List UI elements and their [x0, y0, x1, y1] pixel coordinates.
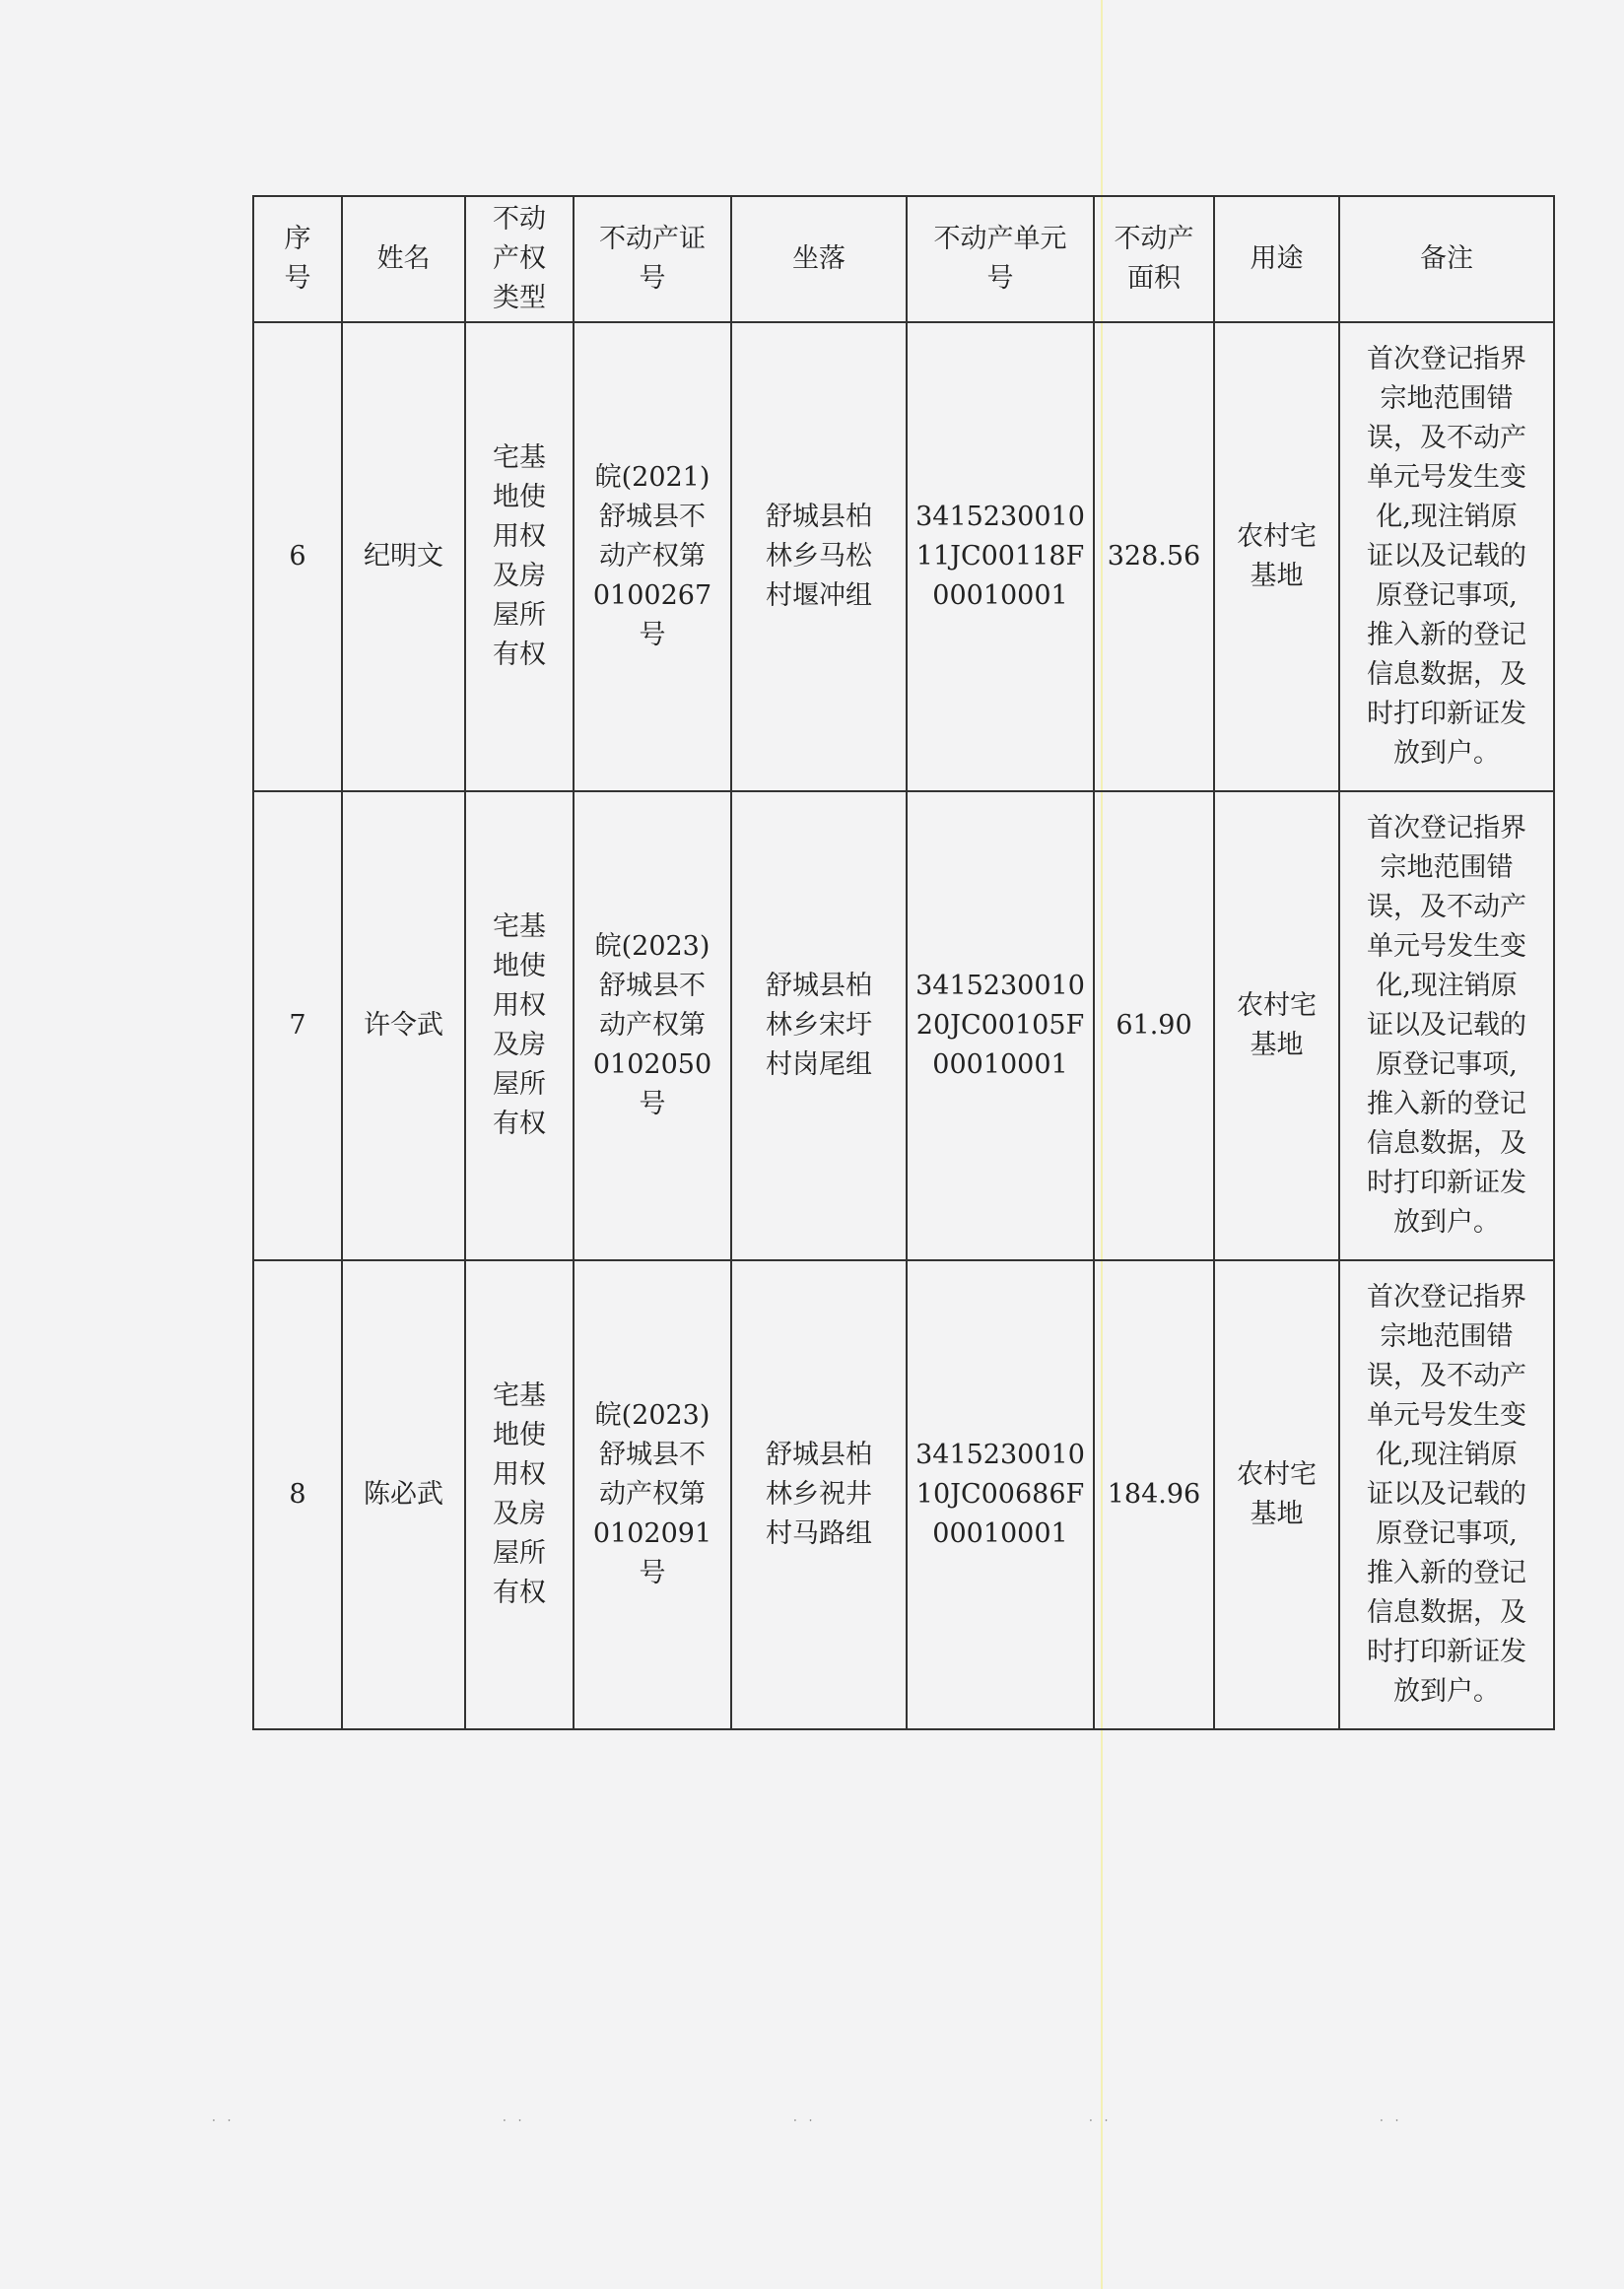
cell-unit-no: 3415230010 11JC00118F 00010001 — [907, 322, 1094, 791]
cell-right-type: 宅基 地使 用权 及房 屋所 有权 — [465, 1260, 574, 1729]
header-use: 用途 — [1214, 196, 1339, 322]
header-remark: 备注 — [1339, 196, 1554, 322]
cell-remark: 首次登记指界 宗地范围错 误，及不动产 单元号发生变 化,现注销原 证以及记载的 原登记事项, 推入新的登记 信息数据，及 时打印新证发 放到户。 — [1339, 791, 1554, 1260]
cell-seq: 7 — [253, 791, 342, 1260]
cell-unit-no: 3415230010 20JC00105F 00010001 — [907, 791, 1094, 1260]
cell-use: 农村宅 基地 — [1214, 322, 1339, 791]
scan-speck: · · — [793, 2114, 817, 2127]
cell-location: 舒城县柏 林乡马松 村堰冲组 — [731, 322, 907, 791]
cell-area: 328.56 — [1094, 322, 1214, 791]
scan-speck: · · — [1380, 2114, 1403, 2127]
table-row — [253, 791, 1554, 1260]
cell-remark: 首次登记指界 宗地范围错 误，及不动产 单元号发生变 化,现注销原 证以及记载的 原登记事项, 推入新的登记 信息数据，及 时打印新证发 放到户。 — [1339, 322, 1554, 791]
cell-remark: 首次登记指界 宗地范围错 误，及不动产 单元号发生变 化,现注销原 证以及记载的 原登记事项, 推入新的登记 信息数据，及 时打印新证发 放到户。 — [1339, 1260, 1554, 1729]
cell-cert-no: 皖(2023) 舒城县不 动产权第 0102091 号 — [574, 1260, 731, 1729]
header-location: 坐落 — [731, 196, 907, 322]
table-header — [253, 196, 1554, 322]
cell-seq: 8 — [253, 1260, 342, 1729]
cell-unit-no: 3415230010 10JC00686F 00010001 — [907, 1260, 1094, 1729]
cell-name: 陈必武 — [342, 1260, 465, 1729]
scan-speck: · · — [503, 2114, 526, 2127]
cell-use: 农村宅 基地 — [1214, 791, 1339, 1260]
table-row — [253, 1260, 1554, 1729]
table-body — [253, 322, 1554, 1729]
header-unit-no: 不动产单元 号 — [907, 196, 1094, 322]
cell-seq: 6 — [253, 322, 342, 791]
header-cert-no: 不动产证 号 — [574, 196, 731, 322]
cell-cert-no: 皖(2023) 舒城县不 动产权第 0102050 号 — [574, 791, 731, 1260]
cell-cert-no: 皖(2021) 舒城县不 动产权第 0100267 号 — [574, 322, 731, 791]
cell-name: 许令武 — [342, 791, 465, 1260]
header-row — [253, 196, 1554, 322]
scan-speck: · · — [212, 2114, 236, 2127]
cell-location: 舒城县柏 林乡祝井 村马路组 — [731, 1260, 907, 1729]
cell-right-type: 宅基 地使 用权 及房 屋所 有权 — [465, 322, 574, 791]
cell-area: 61.90 — [1094, 791, 1214, 1260]
header-right-type: 不动 产权 类型 — [465, 196, 574, 322]
cell-use: 农村宅 基地 — [1214, 1260, 1339, 1729]
scan-speck: · · — [1089, 2114, 1113, 2127]
cell-area: 184.96 — [1094, 1260, 1214, 1729]
cell-right-type: 宅基 地使 用权 及房 屋所 有权 — [465, 791, 574, 1260]
header-seq: 序 号 — [253, 196, 342, 322]
table-row — [253, 322, 1554, 791]
header-area: 不动产 面积 — [1094, 196, 1214, 322]
cell-name: 纪明文 — [342, 322, 465, 791]
header-name: 姓名 — [342, 196, 465, 322]
registration-table — [252, 195, 1555, 1730]
cell-location: 舒城县柏 林乡宋圩 村岗尾组 — [731, 791, 907, 1260]
